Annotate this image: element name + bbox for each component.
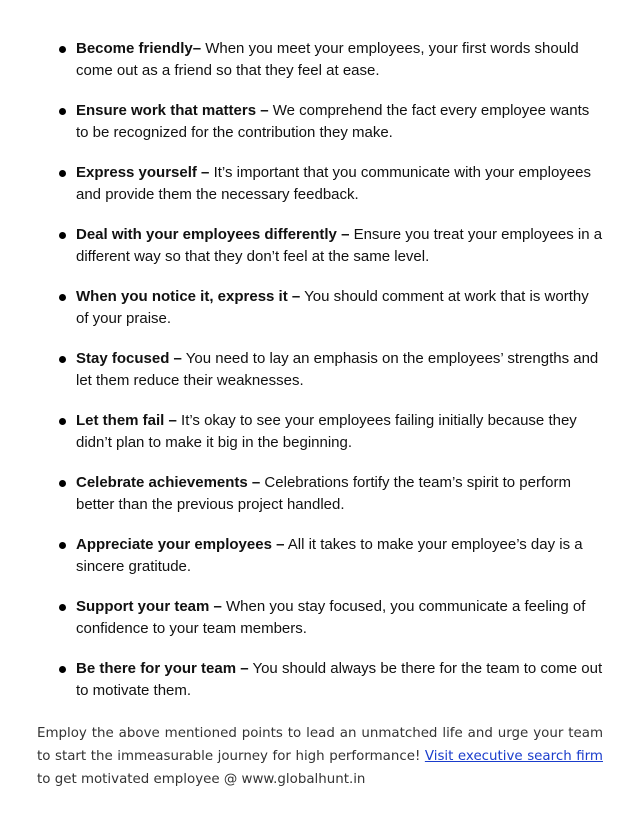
list-item	[0, 38, 638, 82]
item-description: You need to lay an emphasis on the employees’ strengths and let them reduce their weaknesses.	[76, 350, 599, 389]
bullet-icon	[59, 542, 66, 549]
item-text	[76, 162, 604, 206]
list-item	[0, 658, 638, 702]
item-text	[76, 472, 604, 516]
closing-text: Employ the above mentioned points to lead an unmatched life and urge your team to start the immeasurable journey for high performance!	[37, 726, 603, 765]
tips-list	[0, 38, 638, 720]
item-text	[76, 596, 604, 640]
item-description: All it takes to make your employee’s day is a sincere gratitude.	[76, 536, 583, 575]
item-description: It’s okay to see your employees failing initially because they didn’t plan to make it big in the beginning.	[76, 412, 577, 451]
item-text	[76, 534, 604, 578]
item-description: Ensure you treat your employees in a different way so that they don’t feel at the same level.	[76, 226, 603, 265]
bullet-icon	[59, 480, 66, 487]
list-item	[0, 596, 638, 640]
bullet-icon	[59, 170, 66, 177]
item-title: Deal with your employees differently –	[76, 226, 350, 243]
item-description: You should always be there for the team to come out to motivate them.	[76, 660, 603, 699]
item-text	[76, 38, 604, 82]
item-text	[76, 286, 604, 330]
list-item	[0, 100, 638, 144]
item-description: We comprehend the fact every employee wants to be recognized for the contribution they make.	[76, 102, 590, 141]
item-description: When you meet your employees, your first words should come out as a friend so that they feel at ease.	[76, 40, 579, 79]
item-title: When you notice it, express it –	[76, 288, 301, 305]
item-description: Celebrations fortify the team’s spirit to perform better than the previous project handled.	[76, 474, 571, 513]
item-title: Stay focused –	[76, 350, 182, 367]
bullet-icon	[59, 604, 66, 611]
bullet-icon	[59, 294, 66, 301]
list-item	[0, 410, 638, 454]
closing-paragraph	[37, 722, 603, 791]
item-title: Support your team –	[76, 598, 222, 615]
item-title: Express yourself –	[76, 164, 210, 181]
item-title: Be there for your team –	[76, 660, 249, 677]
item-description: When you stay focused, you communicate a feeling of confidence to your team members.	[76, 598, 586, 637]
list-item	[0, 348, 638, 392]
item-title: Let them fail –	[76, 412, 177, 429]
bullet-icon	[59, 232, 66, 239]
bullet-icon	[59, 666, 66, 673]
list-item	[0, 286, 638, 330]
bullet-icon	[59, 108, 66, 115]
item-text	[76, 100, 604, 144]
item-text	[76, 658, 604, 702]
list-item	[0, 224, 638, 268]
item-text	[76, 410, 604, 454]
item-description: You should comment at work that is worthy of your praise.	[76, 288, 589, 327]
list-item	[0, 534, 638, 578]
item-title: Celebrate achievements –	[76, 474, 261, 491]
closing-text-end: to get motivated employee @ www.globalhunt.in	[37, 772, 366, 788]
bullet-icon	[59, 46, 66, 53]
item-text	[76, 348, 604, 392]
list-item	[0, 472, 638, 516]
item-title: Ensure work that matters –	[76, 102, 269, 119]
executive-search-link[interactable]: Visit executive search firm	[424, 749, 603, 765]
item-text	[76, 224, 604, 268]
bullet-icon	[59, 418, 66, 425]
item-title: Become friendly–	[76, 40, 202, 57]
item-title: Appreciate your employees –	[76, 536, 285, 553]
bullet-icon	[59, 356, 66, 363]
list-item	[0, 162, 638, 206]
item-description: It’s important that you communicate with your employees and provide them the necessary feedback.	[76, 164, 591, 203]
